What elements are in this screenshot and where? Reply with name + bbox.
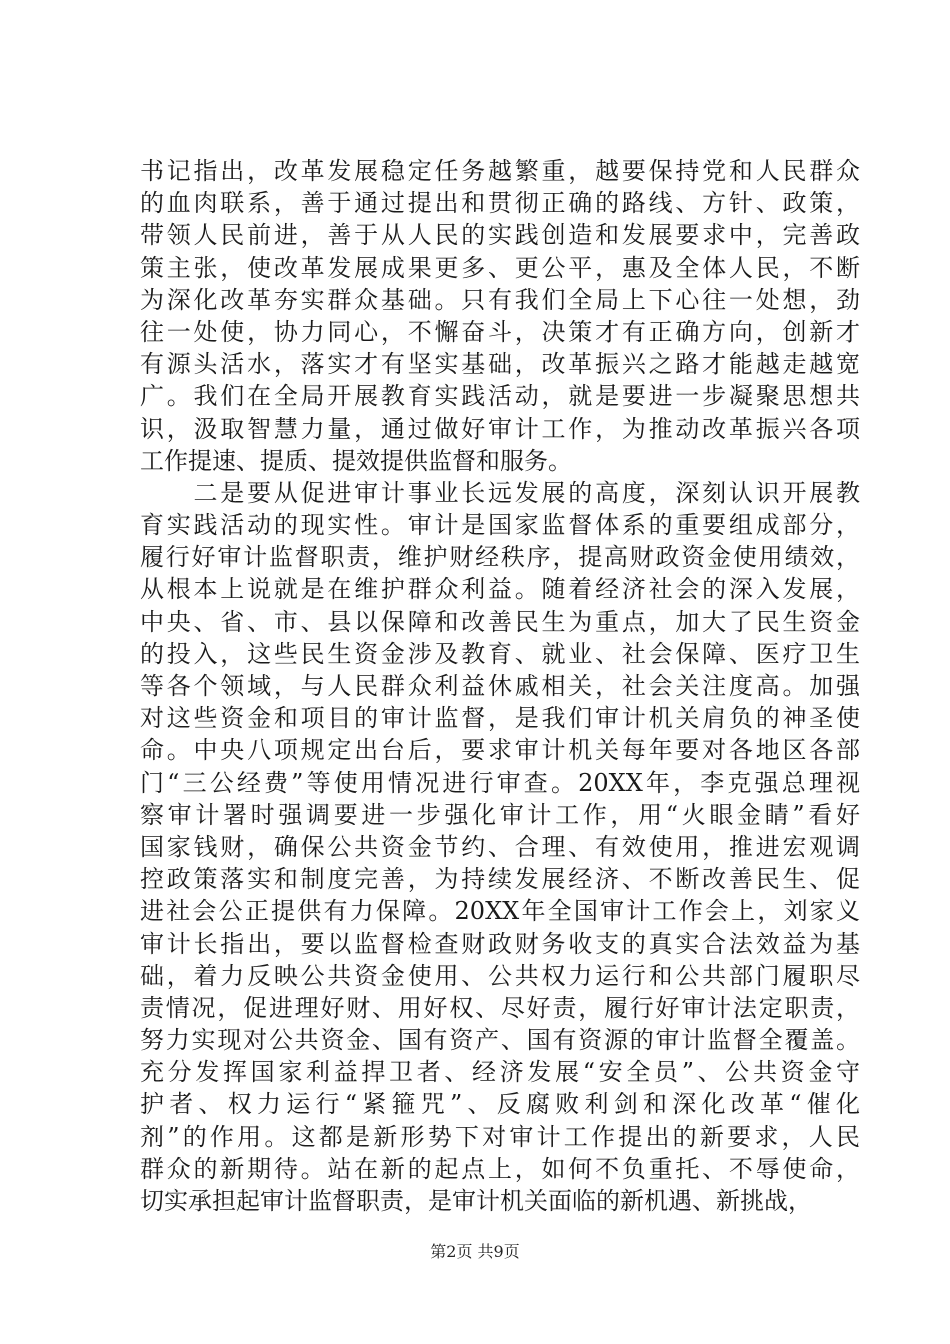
text-line: 为深化改革夯实群众基础。只有我们全局上下心往一处想，劲 — [140, 285, 860, 314]
text-line: 工作提速、提质、提效提供监督和服务。 — [140, 446, 572, 475]
text-line: 二是要从促进审计事业长远发展的高度，深刻认识开展教 — [140, 478, 860, 507]
page-footer: 第2页 共9页 — [430, 1242, 520, 1261]
text-line: 的投入，这些民生资金涉及教育、就业、社会保障、医疗卫生 — [140, 639, 860, 668]
text-line: 策主张，使改革发展成果更多、更公平，惠及全体人民，不断 — [140, 253, 860, 282]
text-line: 群众的新期待。站在新的起点上，如何不负重托、不辱使命， — [140, 1154, 860, 1183]
text-line: 中央、省、市、县以保障和改善民生为重点，加大了民生资金 — [140, 607, 860, 636]
text-line: 往一处使，协力同心，不懈奋斗，决策才有正确方向，创新才 — [140, 317, 860, 346]
text-line: 充分发挥国家利益捍卫者、经济发展“安全员”、公共资金守 — [140, 1058, 860, 1087]
text-line: 识，汲取智慧力量，通过做好审计工作，为推动改革振兴各项 — [140, 414, 860, 443]
text-line: 努力实现对公共资金、国有资产、国有资源的审计监督全覆盖。 — [140, 1026, 860, 1055]
text-line: 等各个领域，与人民群众利益休戚相关，社会关注度高。加强 — [140, 672, 860, 700]
text-line: 书记指出，改革发展稳定任务越繁重，越要保持党和人民群众 — [140, 157, 860, 185]
body-text — [140, 155, 860, 1217]
text-line: 育实践活动的现实性。审计是国家监督体系的重要组成部分， — [140, 511, 860, 540]
text-line: 审计长指出，要以监督检查财政财务收支的真实合法效益为基 — [140, 929, 860, 958]
text-line: 的血肉联系，善于通过提出和贯彻正确的路线、方针、政策， — [140, 189, 860, 218]
text-line: 有源头活水，落实才有坚实基础，改革振兴之路才能越走越宽 — [140, 350, 860, 379]
text-line: 门“三公经费”等使用情况进行审查。20XX年，李克强总理视 — [140, 768, 860, 797]
text-line: 从根本上说就是在维护群众利益。随着经济社会的深入发展， — [140, 575, 860, 604]
text-line: 对这些资金和项目的审计监督，是我们审计机关肩负的神圣使 — [140, 704, 860, 733]
text-line: 履行好审计监督职责，维护财经秩序，提高财政资金使用绩效， — [140, 543, 860, 572]
text-line: 进社会公正提供有力保障。20XX年全国审计工作会上，刘家义 — [140, 897, 860, 926]
text-line: 察审计署时强调要进一步强化审计工作，用“火眼金睛”看好 — [140, 800, 860, 829]
text-line: 责情况，促进理好财、用好权、尽好责，履行好审计法定职责， — [140, 993, 860, 1022]
text-line: 剂”的作用。这都是新形势下对审计工作提出的新要求，人民 — [140, 1122, 860, 1151]
text-line: 切实承担起审计监督职责，是审计机关面临的新机遇、新挑战， — [140, 1187, 812, 1215]
text-line: 护者、权力运行“紧箍咒”、反腐败利剑和深化改革“催化 — [140, 1090, 860, 1119]
text-line: 带领人民前进，善于从人民的实践创造和发展要求中，完善政 — [140, 221, 860, 250]
text-line: 命。中央八项规定出台后，要求审计机关每年要对各地区各部 — [140, 736, 860, 765]
text-line: 控政策落实和制度完善，为持续发展经济、不断改善民生、促 — [140, 865, 860, 894]
text-line: 国家钱财，确保公共资金节约、合理、有效使用，推进宏观调 — [140, 832, 860, 861]
text-line: 广。我们在全局开展教育实践活动，就是要进一步凝聚思想共 — [140, 382, 860, 411]
text-line: 础，着力反映公共资金使用、公共权力运行和公共部门履职尽 — [140, 961, 860, 990]
